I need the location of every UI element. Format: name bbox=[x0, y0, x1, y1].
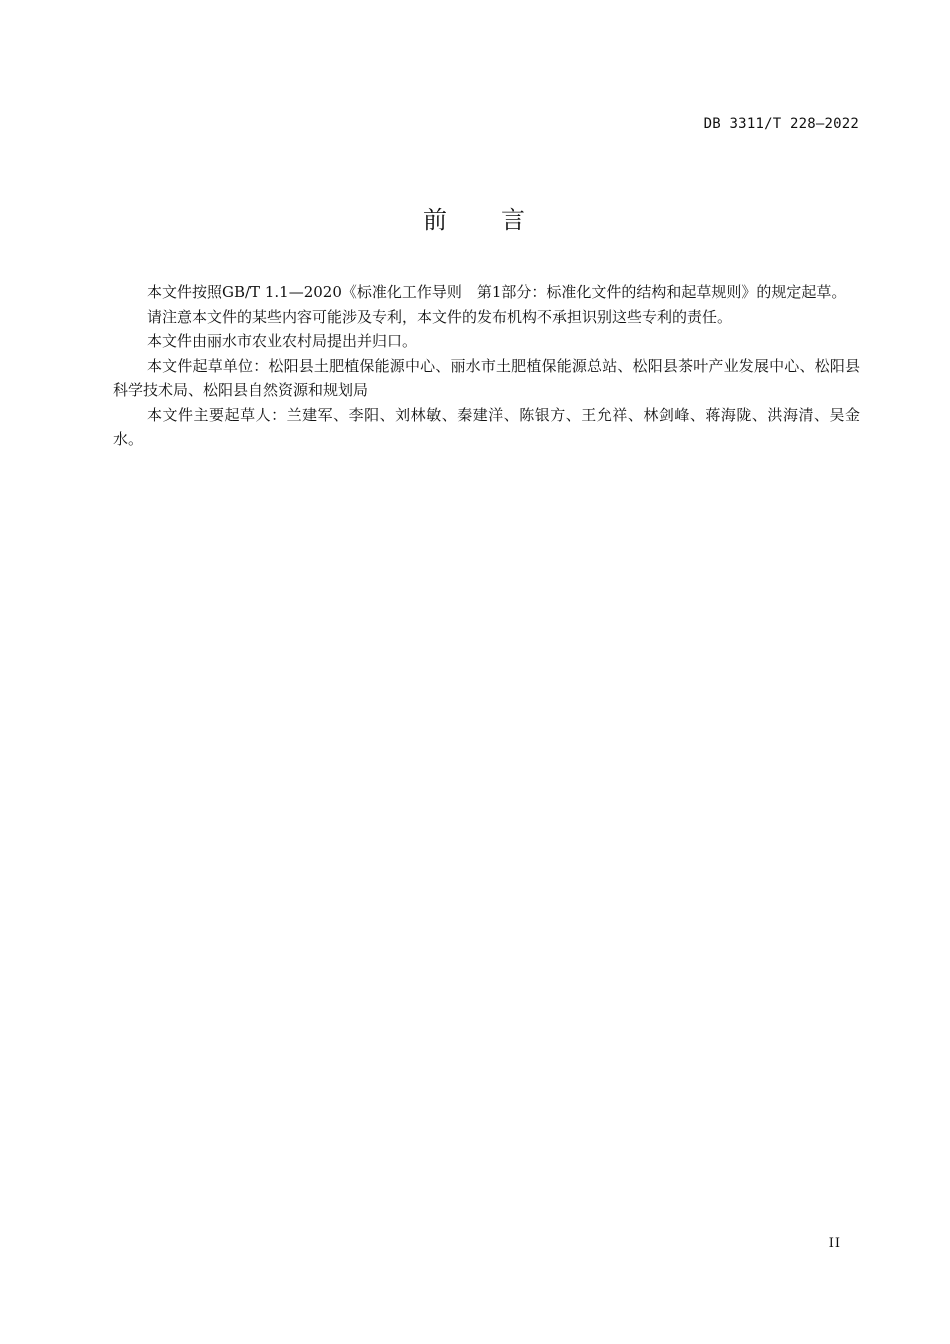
paragraph-drafters: 本文件主要起草人：兰建军、李阳、刘林敏、秦建洋、陈银方、王允祥、林剑峰、蒋海陇、洪海清、吴金水。 bbox=[113, 405, 860, 448]
paragraph-patent-notice: 请注意本文件的某些内容可能涉及专利，本文件的发布机构不承担识别这些专利的责任。 bbox=[147, 307, 733, 326]
page-number: II bbox=[828, 1236, 841, 1251]
title-part-1: 前 bbox=[423, 206, 449, 234]
foreword-body bbox=[113, 280, 860, 452]
document-code: DB 3311/T 228—2022 bbox=[703, 116, 859, 132]
paragraph-proposer: 本文件由丽水市农业农村局提出并归口。 bbox=[147, 332, 418, 350]
title-part-2: 言 bbox=[501, 206, 527, 234]
paragraph-drafting-units: 本文件起草单位：松阳县土肥植保能源中心、丽水市土肥植保能源总站、松阳县茶叶产业发展中心、松阳县科学技术局、松阳县自然资源和规划局 bbox=[113, 356, 860, 399]
paragraph-drafting-rules: 本文件按照GB/T 1.1—2020《标准化工作导则 第1部分：标准化文件的结构和起草规则》的规定起草。 bbox=[147, 283, 847, 301]
page-title bbox=[0, 200, 950, 235]
